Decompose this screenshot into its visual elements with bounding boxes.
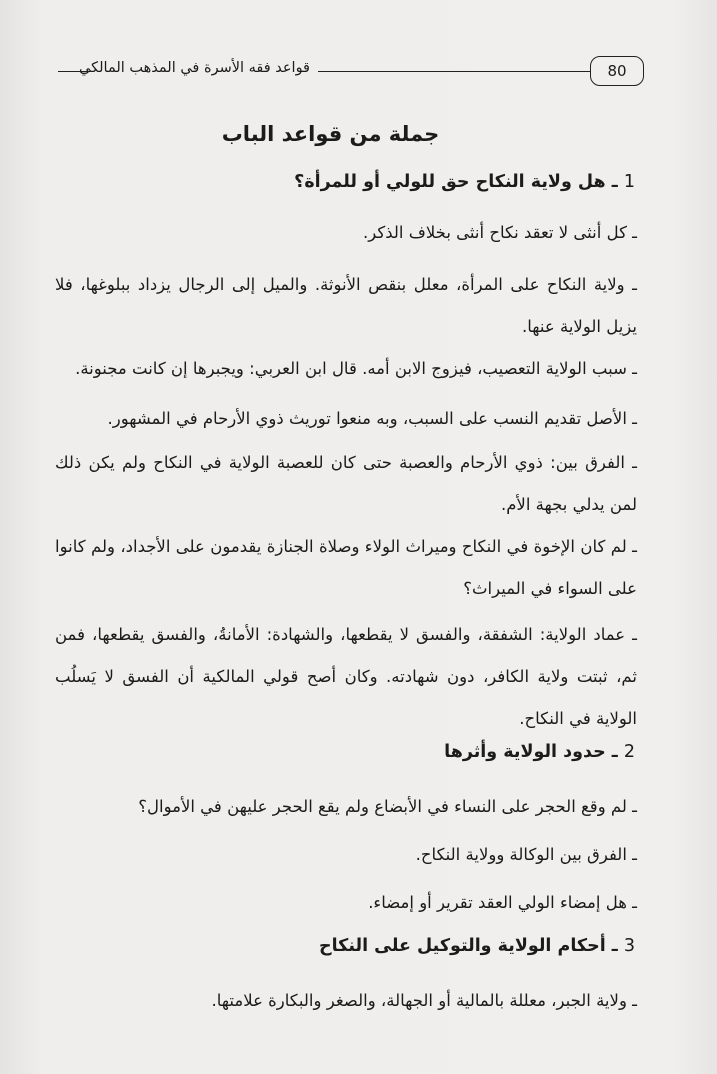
heading-1 bbox=[294, 172, 635, 192]
paragraph: ـ ولاية الجبر، معللة بالمالية أو الجهالة، والصغر والبكارة علامتها. bbox=[211, 991, 637, 1010]
paragraph: ـ سبب الولاية التعصيب، فيزوج الابن أمه. قال ابن العربي: ويجبرها إن كانت مجنونة. bbox=[75, 359, 637, 378]
paragraph: ـ عماد الولاية: الشفقة، والفسق لا يقطعها، والشهادة: الأمانةُ، والفسق يقطعها، فمن ثم، ثبتت ولاية الكافر، دون شهادته. وكان أصح قولي المالكية أن الفسق لا يَسلُب الولاية في النكاح. bbox=[55, 625, 637, 728]
heading-text: ـ أحكام الولاية والتوكيل على النكاح bbox=[319, 936, 618, 956]
paragraph: ـ الأصل تقديم النسب على السبب، وبه منعوا توريث ذوي الأرحام في المشهور. bbox=[107, 409, 637, 428]
paragraph: ـ لم كان الإخوة في النكاح وميراث الولاء وصلاة الجنازة يقدمون على الأجداد، ولم كانوا على السواء في الميراث؟ bbox=[55, 537, 637, 598]
paragraph: ـ كل أنثى لا تعقد نكاح أنثى بخلاف الذكر. bbox=[363, 223, 637, 242]
header-rule-left bbox=[58, 71, 94, 72]
heading-text: ـ حدود الولاية وأثرها bbox=[444, 742, 618, 762]
paragraph: ـ الفرق بين: ذوي الأرحام والعصبة حتى كان للعصبة الولاية في النكاح ولم يكن ذلك لمن يدلي بجهة الأم. bbox=[55, 453, 637, 514]
running-title: قواعد فقه الأسرة في المذهب المالكي bbox=[79, 60, 310, 76]
page-number: 80 bbox=[590, 56, 644, 86]
heading-number: 3 bbox=[623, 936, 635, 956]
section-title: جملة من قواعد الباب bbox=[221, 122, 440, 146]
paragraph: ـ هل إمضاء الولي العقد تقرير أو إمضاء. bbox=[368, 893, 637, 912]
paragraph: ـ ولاية النكاح على المرأة، معلل بنقص الأنوثة. والميل إلى الرجال يزداد ببلوغها، فلا يزيل الولاية عنها. bbox=[55, 275, 637, 336]
paragraph: ـ لم وقع الحجر على النساء في الأبضاع ولم يقع الحجر عليهن في الأموال؟ bbox=[138, 797, 637, 816]
header-rule-right bbox=[318, 71, 590, 72]
heading-2 bbox=[444, 742, 635, 762]
heading-number: 1 bbox=[623, 172, 635, 192]
page-header bbox=[56, 54, 644, 90]
heading-text: ـ هل ولاية النكاح حق للولي أو للمرأة؟ bbox=[294, 172, 618, 192]
heading-3 bbox=[319, 936, 635, 956]
paragraph: ـ الفرق بين الوكالة وولاية النكاح. bbox=[415, 845, 637, 864]
heading-number: 2 bbox=[623, 742, 635, 762]
